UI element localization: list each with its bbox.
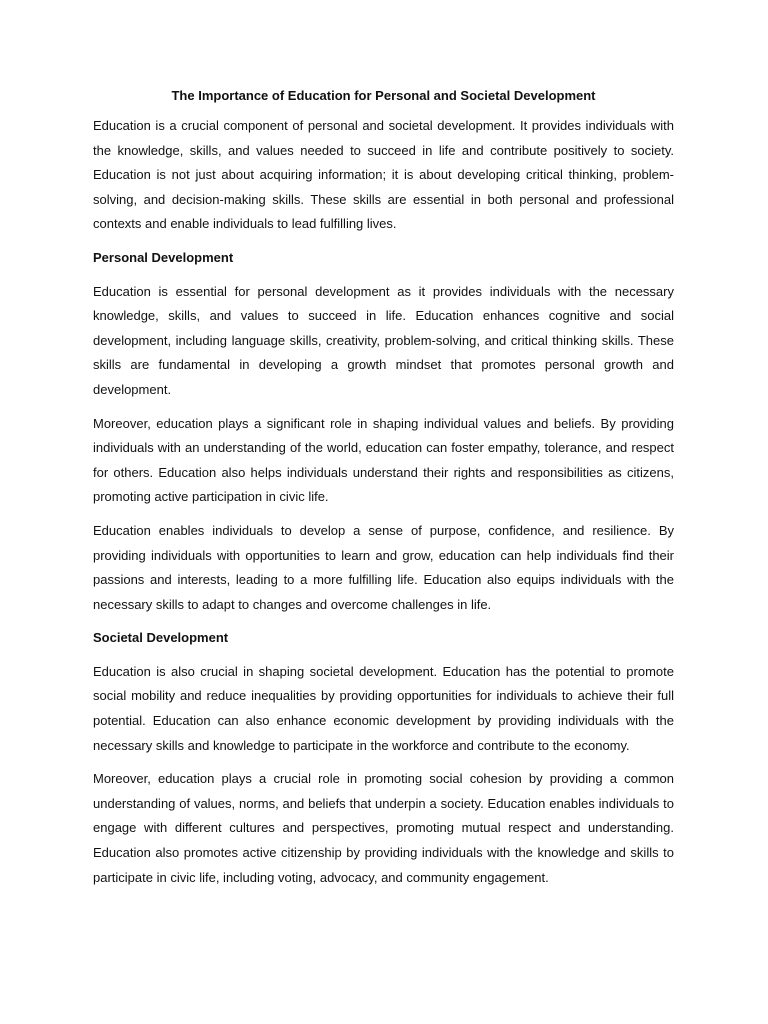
- paragraph: Moreover, education plays a significant role in shaping individual values and beliefs. By providing individuals with an understanding of the world, education can foster empathy, tolerance, and respect for others. Education also helps individuals understand their rights and responsibilities as citizens, promoting active participation in civic life.: [93, 415, 674, 505]
- document-page: [93, 86, 674, 899]
- paragraph: Moreover, education plays a crucial role in promoting social cohesion by providing a common understanding of values, norms, and beliefs that underpin a society. Education enables individuals to engage with different cultures and perspectives, promoting mutual respect and understanding. Education also promotes active citizenship by providing individuals with the knowledge and skills to participate in civic life, including voting, advocacy, and community engagement.: [93, 771, 674, 885]
- section-societal-development: [93, 626, 674, 890]
- section-heading-societal-development: Societal Development: [93, 630, 229, 646]
- section-personal-development: [93, 246, 674, 617]
- paragraph: Education enables individuals to develop a sense of purpose, confidence, and resilience. By providing individuals with opportunities to learn and grow, education can help individuals find their passions and interests, leading to a more fulfilling life. Education also equips individuals with the necessary skills to adapt to changes and overcome challenges in life.: [93, 522, 674, 612]
- paragraph: Education is also crucial in shaping societal development. Education has the potential to promote social mobility and reduce inequalities by providing opportunities for individuals to achieve their full potential. Education can also enhance economic development by providing individuals with the necessary skills and knowledge to participate in the workforce and contribute to the economy.: [93, 663, 674, 753]
- paragraph: Education is essential for personal development as it provides individuals with the necessary knowledge, skills, and values to succeed in life. Education enhances cognitive and social development, including language skills, creativity, problem-solving, and critical thinking skills. These skills are fundamental in developing a growth mindset that promotes personal growth and development.: [93, 283, 674, 397]
- section-heading-personal-development: Personal Development: [93, 249, 234, 265]
- document-title: The Importance of Education for Personal and Societal Development: [171, 88, 596, 103]
- intro-paragraph: Education is a crucial component of personal and societal development. It provides individuals with the knowledge, skills, and values needed to succeed in life and contribute positively to society. Education is not just about acquiring information; it is about developing critical thinking, problem-solving, and decision-making skills. These skills are essential in both personal and professional contexts and enable individuals to lead fulfilling lives.: [93, 118, 674, 232]
